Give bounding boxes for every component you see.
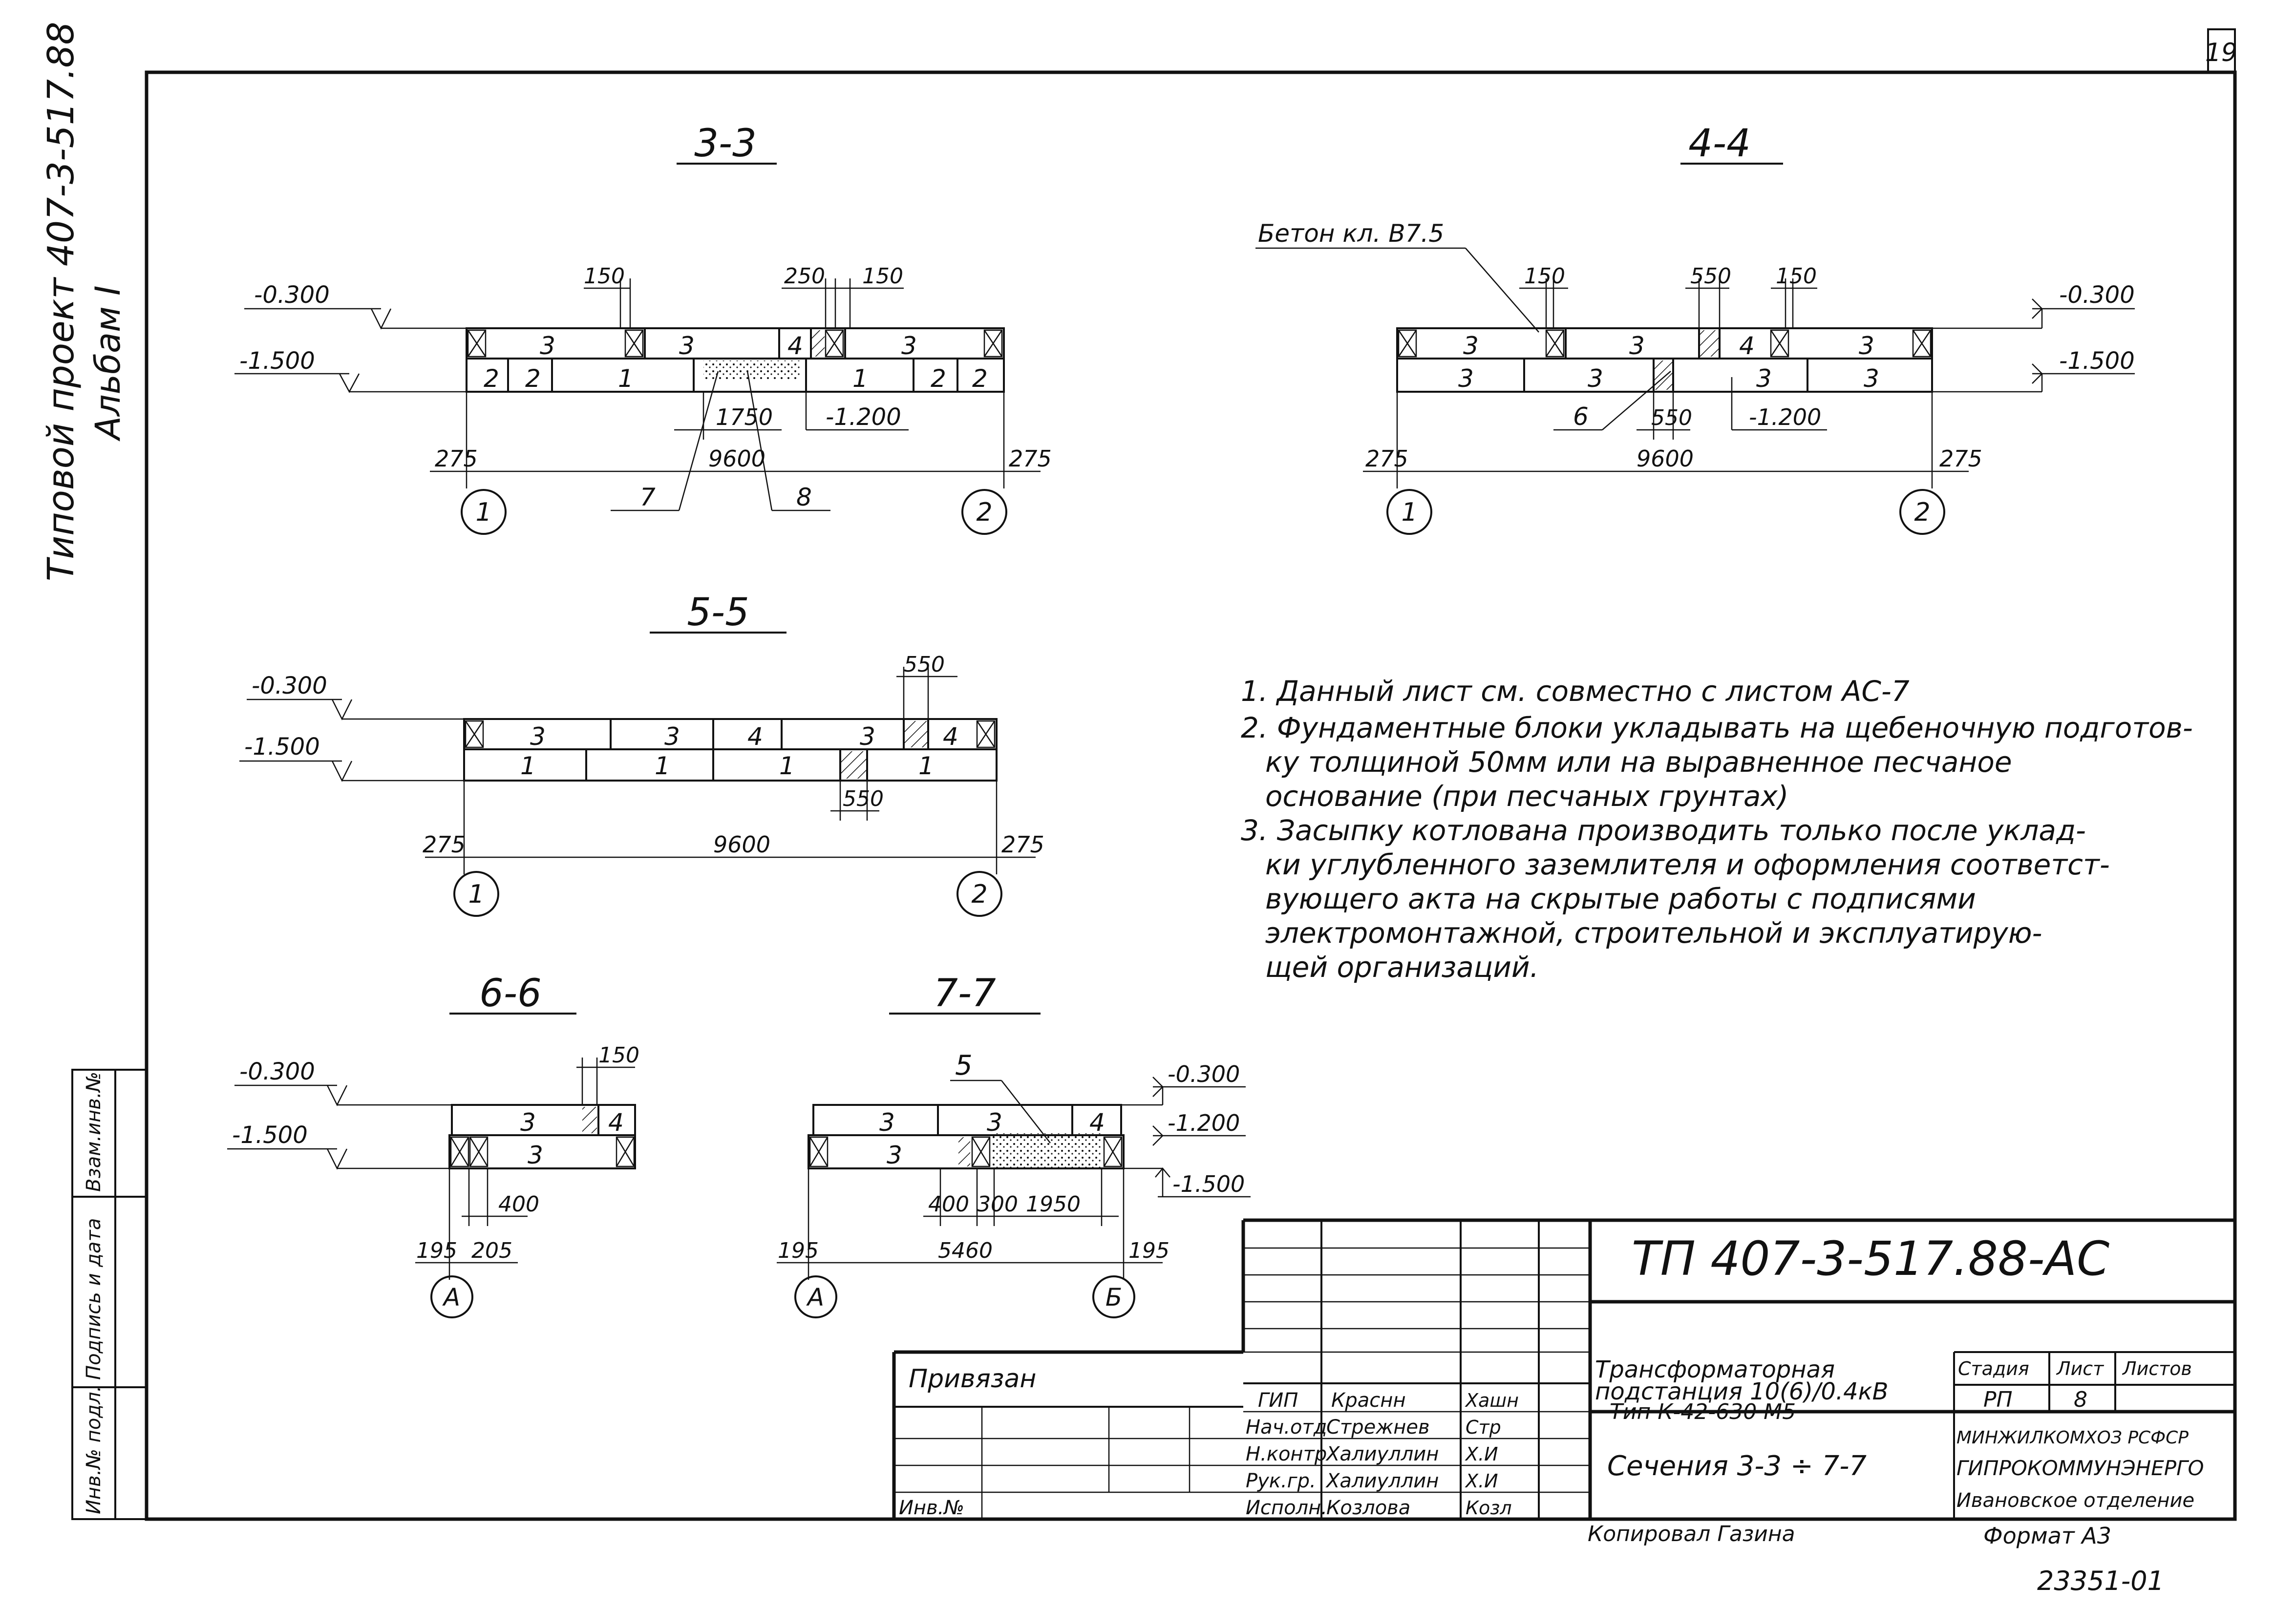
left-stamp-column [72, 1070, 147, 1519]
general-notes [1241, 675, 2193, 984]
s33-dim-edge-l: 275 [435, 445, 478, 472]
s77-level-2: -1.200 [1168, 1110, 1240, 1136]
s33-dim-b: 250 [784, 264, 825, 289]
s66-top-block-2: 4 [608, 1108, 624, 1137]
s66-axis-a: А [443, 1283, 461, 1312]
side-album: Альбам I [88, 285, 128, 440]
s44-axis-2: 2 [1914, 498, 1931, 527]
tb-project-title-1: Трансформаторная [1595, 1356, 1835, 1383]
tb-org-2: ГИПРОКОММУНЭНЕРГО [1956, 1456, 2204, 1480]
s33-bot-block-6: 2 [972, 364, 988, 393]
tb-project-title-3: Тип К-42-630 М5 [1610, 1399, 1796, 1424]
tb-sig-3: Х.И [1466, 1443, 1498, 1465]
s77-dim-300: 300 [977, 1192, 1018, 1217]
title-block [894, 1220, 2235, 1519]
s33-dim-len: 1750 [716, 404, 773, 430]
s77-dim-edge-l: 195 [778, 1238, 819, 1263]
note-line-9: щей организаций. [1265, 951, 1539, 984]
tb-sheet-label: Лист [2057, 1358, 2104, 1379]
section-6-6 [227, 972, 639, 1317]
tb-sheet-title: Сечения 3-3 ÷ 7-7 [1607, 1450, 1867, 1482]
s44-bot-block-1: 3 [1458, 364, 1474, 393]
s44-callout-6: 6 [1573, 402, 1589, 431]
s55-bot-block-1: 1 [520, 752, 536, 780]
section-7-7-title: 7-7 [934, 972, 996, 1016]
s44-dim-c: 150 [1776, 264, 1817, 289]
tb-role-3: Н.контр [1246, 1443, 1327, 1465]
tb-role-1: ГИП [1258, 1389, 1298, 1412]
s33-dim-edge-r: 275 [1009, 445, 1052, 472]
s33-dim-total: 9600 [708, 445, 766, 472]
tb-stage: РП [1983, 1387, 2013, 1412]
tb-stage-label: Стадия [1958, 1358, 2029, 1379]
tb-name-1: Краснн [1331, 1389, 1406, 1412]
section-4-4 [1255, 122, 2135, 534]
stamp-inv-no: Инв.№ подл. [83, 1385, 105, 1514]
s77-bot-block-1: 3 [887, 1141, 902, 1169]
s55-bot-block-4: 1 [918, 752, 934, 780]
s33-top-block-1: 3 [540, 332, 555, 360]
s66-dim-195: 195 [416, 1238, 457, 1263]
note-line-1: 1. Данный лист см. совместно с листом АС-7 [1241, 675, 1910, 708]
note-line-4: основание (при песчаных грунтах) [1265, 780, 1789, 813]
s44-bot-block-2: 3 [1588, 364, 1603, 393]
section-5-5 [239, 591, 1044, 916]
s44-level-3: -1.200 [1749, 404, 1822, 430]
s33-level-3: -1.200 [826, 403, 901, 431]
s55-top-block-1: 3 [530, 722, 546, 751]
tb-doc-code: ТП 407-3-517.88-АС [1632, 1231, 2110, 1286]
s55-dim-top: 550 [904, 652, 945, 677]
s55-top-block-3: 4 [747, 722, 763, 751]
tb-org-1: МИНЖИЛКОМХОЗ РСФСР [1956, 1428, 2189, 1448]
s33-callout-7: 7 [640, 483, 656, 511]
tb-format: Формат А3 [1983, 1523, 2111, 1549]
section-4-4-title: 4-4 [1688, 122, 1751, 166]
s44-top-block-4: 3 [1859, 332, 1874, 360]
s55-axis-2: 2 [971, 880, 988, 909]
tb-sig-5: Козл [1466, 1497, 1512, 1519]
section-5-5-title: 5-5 [687, 591, 749, 635]
s66-bot-block-1: 3 [528, 1141, 543, 1169]
s44-dim-d: 550 [1651, 405, 1692, 430]
s77-top-block-1: 3 [879, 1108, 895, 1137]
s77-top-block-3: 4 [1089, 1108, 1105, 1137]
s55-top-block-2: 3 [664, 722, 680, 751]
s66-dim-top: 150 [598, 1043, 639, 1068]
s33-top-block-4: 3 [901, 332, 917, 360]
s33-dim-c: 150 [862, 264, 903, 289]
s44-top-block-1: 3 [1463, 332, 1479, 360]
tb-role-5: Исполн. [1246, 1497, 1327, 1519]
s77-axis-a: А [807, 1283, 825, 1312]
s44-axis-1: 1 [1401, 498, 1418, 527]
s44-bot-block-3: 3 [1756, 364, 1772, 393]
s77-callout-5: 5 [955, 1050, 973, 1081]
s33-level-1: -0.300 [254, 281, 330, 309]
s44-top-block-3: 4 [1739, 332, 1755, 360]
tb-sheets-label: Листов [2123, 1358, 2192, 1379]
note-line-8: электромонтажной, строительной и эксплуатирую- [1265, 916, 2042, 950]
tb-name-3: Халиуллин [1326, 1443, 1439, 1465]
s33-level-2: -1.500 [239, 347, 315, 375]
stamp-signature-date: Подпись и дата [83, 1218, 105, 1380]
note-line-6: ки углубленного заземлителя и оформления соответст- [1265, 848, 2110, 881]
s55-top-block-5: 4 [943, 722, 958, 751]
s66-level-1: -0.300 [239, 1058, 315, 1085]
s33-bot-block-4: 1 [852, 364, 868, 393]
s33-callout-8: 8 [796, 483, 812, 511]
tb-role-4: Рук.гр. [1246, 1470, 1316, 1492]
tb-sig-4: Х.И [1466, 1470, 1498, 1492]
section-6-6-title: 6-6 [479, 972, 542, 1016]
tb-role-2: Нач.отд [1246, 1416, 1327, 1439]
s77-dim-400: 400 [928, 1192, 969, 1217]
tb-name-2: Стрежнев [1326, 1416, 1430, 1439]
s44-dim-total: 9600 [1637, 445, 1694, 472]
s33-axis-2: 2 [976, 498, 993, 527]
tb-copied: Копировал Газина [1588, 1522, 1795, 1546]
s77-dim-edge-r: 195 [1128, 1238, 1169, 1263]
section-7-7 [777, 972, 1251, 1317]
s55-level-1: -0.300 [252, 672, 327, 699]
s33-top-block-3: 4 [787, 332, 803, 360]
s66-dim-400: 400 [498, 1192, 539, 1217]
section-3-3-title: 3-3 [694, 122, 757, 166]
tb-privyazan: Привязан [909, 1364, 1037, 1394]
tb-org-3: Ивановское отделение [1956, 1489, 2195, 1512]
s66-level-2: -1.500 [232, 1122, 308, 1149]
s33-bot-block-5: 2 [931, 364, 946, 393]
s33-bot-block-1: 2 [484, 364, 499, 393]
s33-top-block-2: 3 [679, 332, 695, 360]
s55-dim-edge-l: 275 [423, 831, 466, 858]
note-line-5: 3. Засыпку котлована производить только после уклад- [1241, 814, 2086, 847]
s44-top-block-2: 3 [1629, 332, 1645, 360]
s55-bot-block-3: 1 [779, 752, 795, 780]
s44-dim-b: 550 [1690, 264, 1731, 289]
s77-level-3: -1.500 [1172, 1171, 1245, 1197]
tb-name-4: Халиуллин [1326, 1470, 1439, 1492]
s44-dim-a: 150 [1524, 264, 1565, 289]
s33-axis-1: 1 [475, 498, 492, 527]
corner-sheet-number: 19 [2205, 38, 2238, 67]
s33-dim-a: 150 [584, 264, 625, 289]
s55-dim-edge-r: 275 [1001, 831, 1044, 858]
tb-project-title-2: подстанция 10(6)/0.4кВ [1595, 1378, 1889, 1405]
s33-bot-block-3: 1 [618, 364, 634, 393]
s55-dim-bot: 550 [843, 786, 884, 811]
tb-inv-no: Инв.№ [899, 1497, 964, 1519]
stamp-replaced-inv: Взам.инв.№ [83, 1071, 105, 1192]
s44-material: Бетон кл. В7.5 [1258, 219, 1445, 248]
s55-top-block-4: 3 [860, 722, 875, 751]
tb-name-5: Козлова [1326, 1497, 1411, 1519]
s66-dim-205: 205 [471, 1238, 512, 1263]
section-3-3 [234, 122, 1052, 534]
s77-level-1: -0.300 [1168, 1061, 1240, 1087]
s55-axis-1: 1 [468, 880, 485, 909]
s44-level-1: -0.300 [2059, 281, 2135, 309]
s77-top-block-2: 3 [987, 1108, 1002, 1137]
s66-top-block-1: 3 [520, 1108, 536, 1137]
tb-sheet-num: 8 [2074, 1387, 2087, 1412]
s77-axis-b: Б [1105, 1283, 1123, 1312]
note-line-2: 2. Фундаментные блоки укладывать на щебеночную подготов- [1241, 711, 2193, 744]
bottom-archive-code: 23351-01 [2037, 1566, 2164, 1596]
tb-sig-2: Стр [1466, 1417, 1501, 1438]
tb-sig-1: Хашн [1466, 1390, 1519, 1411]
s55-bot-block-2: 1 [655, 752, 670, 780]
s55-level-2: -1.500 [244, 733, 320, 761]
s44-bot-block-4: 3 [1864, 364, 1879, 393]
note-line-3: ку толщиной 50мм или на выравненное песчаное [1265, 745, 2012, 779]
s44-dim-edge-l: 275 [1365, 445, 1408, 472]
s55-dim-total: 9600 [713, 831, 771, 858]
s77-dim-total: 5460 [938, 1238, 993, 1263]
s44-level-2: -1.500 [2059, 347, 2135, 375]
side-project-title: Типовой проект 407-3-517.88 [40, 21, 82, 581]
s44-dim-edge-r: 275 [1939, 445, 1982, 472]
note-line-7: вующего акта на скрытые работы с подписями [1265, 882, 1976, 915]
s77-dim-1950: 1950 [1026, 1192, 1081, 1217]
s33-bot-block-2: 2 [525, 364, 541, 393]
